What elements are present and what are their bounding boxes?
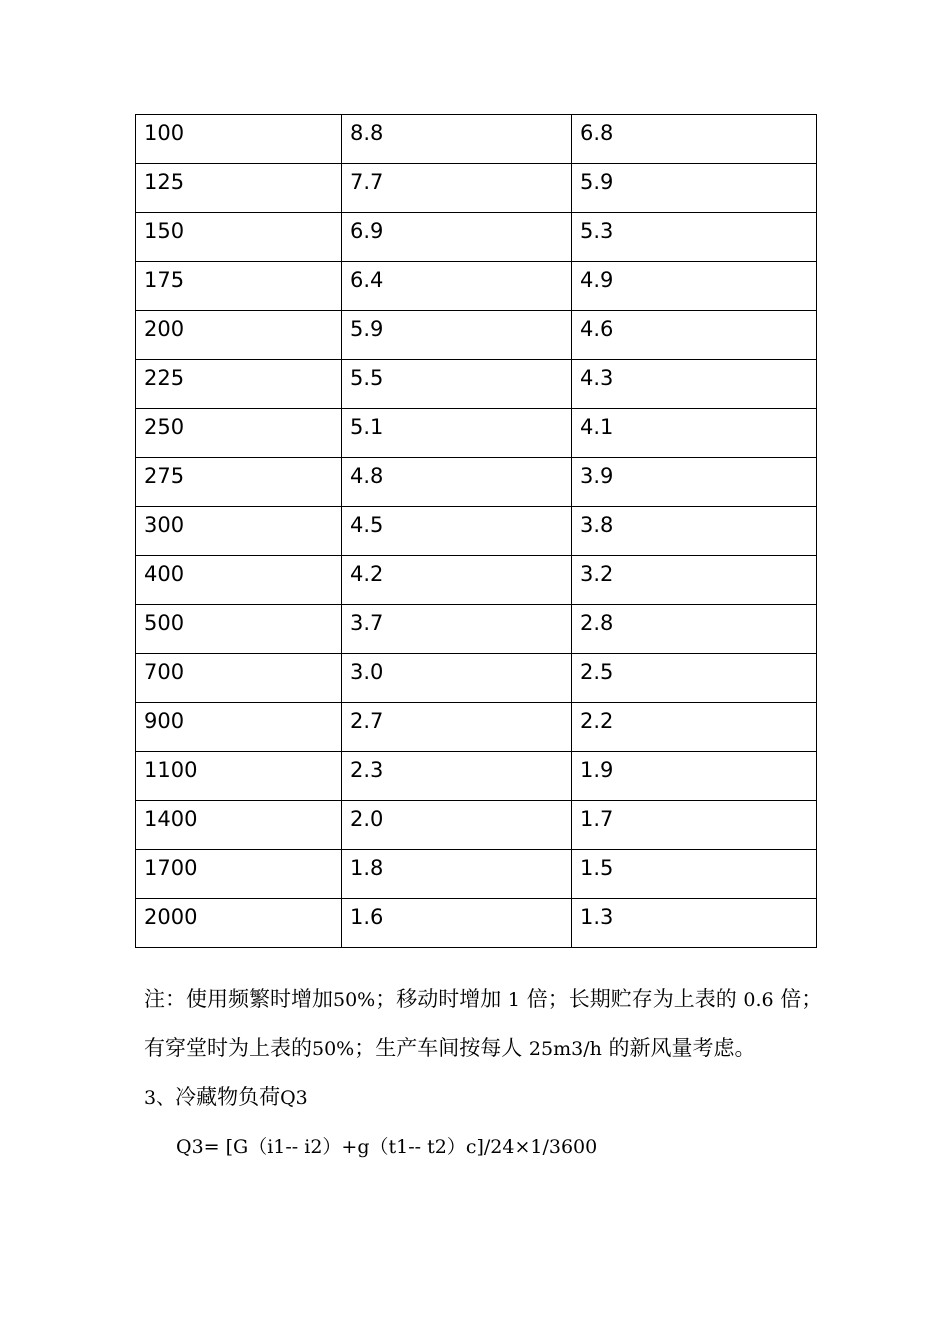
table-cell: 3.8	[572, 507, 817, 556]
table-row	[136, 311, 817, 360]
table-cell: 175	[136, 262, 342, 311]
section-heading	[144, 1079, 308, 1116]
table-row	[136, 752, 817, 801]
table-cell: 3.7	[342, 605, 572, 654]
table-row	[136, 556, 817, 605]
table-cell: 4.9	[572, 262, 817, 311]
note-value: 25m3/h	[528, 1038, 602, 1060]
table-row	[136, 899, 817, 948]
table-cell: 2.0	[342, 801, 572, 850]
table-cell: 3.0	[342, 654, 572, 703]
table-row	[136, 213, 817, 262]
table-cell: 4.2	[342, 556, 572, 605]
table-cell: 8.8	[342, 115, 572, 164]
table-cell: 250	[136, 409, 342, 458]
table-cell: 2.8	[572, 605, 817, 654]
table-row	[136, 164, 817, 213]
table-row	[136, 654, 817, 703]
table-row	[136, 409, 817, 458]
table-cell: 200	[136, 311, 342, 360]
table-cell: 1400	[136, 801, 342, 850]
table-row	[136, 360, 817, 409]
table-row	[136, 801, 817, 850]
table-cell: 5.3	[572, 213, 817, 262]
table-cell: 900	[136, 703, 342, 752]
note-text: 的新风量考虑。	[608, 1036, 756, 1060]
load-formula: Q3= [G（i1-- i2）+g（t1-- t2）c]/24×1/3600	[176, 1136, 598, 1158]
table-cell: 1.6	[342, 899, 572, 948]
note-value: 1	[507, 989, 521, 1011]
table-row	[136, 507, 817, 556]
table-cell: 2.5	[572, 654, 817, 703]
note-text: 倍；长期贮存为上表的	[526, 987, 737, 1011]
table-cell: 6.4	[342, 262, 572, 311]
table-cell: 100	[136, 115, 342, 164]
table-cell: 500	[136, 605, 342, 654]
table-row	[136, 850, 817, 899]
note-value: 0.6	[743, 989, 774, 1011]
table-cell: 1100	[136, 752, 342, 801]
table-cell: 4.6	[572, 311, 817, 360]
table-cell: 275	[136, 458, 342, 507]
table-row	[136, 262, 817, 311]
table-cell: 400	[136, 556, 342, 605]
note-text: ；生产车间按每人	[354, 1036, 523, 1060]
table-cell: 700	[136, 654, 342, 703]
table-cell: 2000	[136, 899, 342, 948]
table-cell: 7.7	[342, 164, 572, 213]
table-cell: 1.3	[572, 899, 817, 948]
table-cell: 5.5	[342, 360, 572, 409]
table-cell: 2.2	[572, 703, 817, 752]
table-cell: 125	[136, 164, 342, 213]
note-text: ；移动时增加	[375, 987, 502, 1011]
table-cell: 5.9	[342, 311, 572, 360]
table-cell: 150	[136, 213, 342, 262]
table-cell: 1.9	[572, 752, 817, 801]
table-cell: 5.9	[572, 164, 817, 213]
section-symbol: Q3	[280, 1087, 308, 1109]
table-cell: 1700	[136, 850, 342, 899]
table-row	[136, 115, 817, 164]
table-cell: 4.8	[342, 458, 572, 507]
table-cell: 3.2	[572, 556, 817, 605]
table-row	[136, 605, 817, 654]
note-text: 注：使用频繁时增加	[144, 987, 333, 1011]
table-cell: 300	[136, 507, 342, 556]
table-cell: 225	[136, 360, 342, 409]
note-value: 50%	[333, 989, 376, 1011]
table-cell: 4.3	[572, 360, 817, 409]
table-cell: 2.7	[342, 703, 572, 752]
table-cell: 6.8	[572, 115, 817, 164]
table-cell: 3.9	[572, 458, 817, 507]
table-row	[136, 703, 817, 752]
table-body	[136, 115, 817, 948]
table-cell: 4.1	[572, 409, 817, 458]
note-text: 倍；有穿堂时为上表的	[144, 987, 823, 1060]
table-footnote	[144, 975, 824, 1073]
table-row	[136, 458, 817, 507]
table-cell: 1.8	[342, 850, 572, 899]
table-cell: 5.1	[342, 409, 572, 458]
table-cell: 4.5	[342, 507, 572, 556]
section-title: 冷藏物负荷	[175, 1085, 281, 1109]
table-cell: 6.9	[342, 213, 572, 262]
table-cell: 1.7	[572, 801, 817, 850]
table-cell: 1.5	[572, 850, 817, 899]
note-value: 50%	[312, 1038, 355, 1060]
cold-storage-ventilation-table	[135, 114, 817, 948]
section-number: 3、	[144, 1087, 176, 1109]
table-cell: 2.3	[342, 752, 572, 801]
